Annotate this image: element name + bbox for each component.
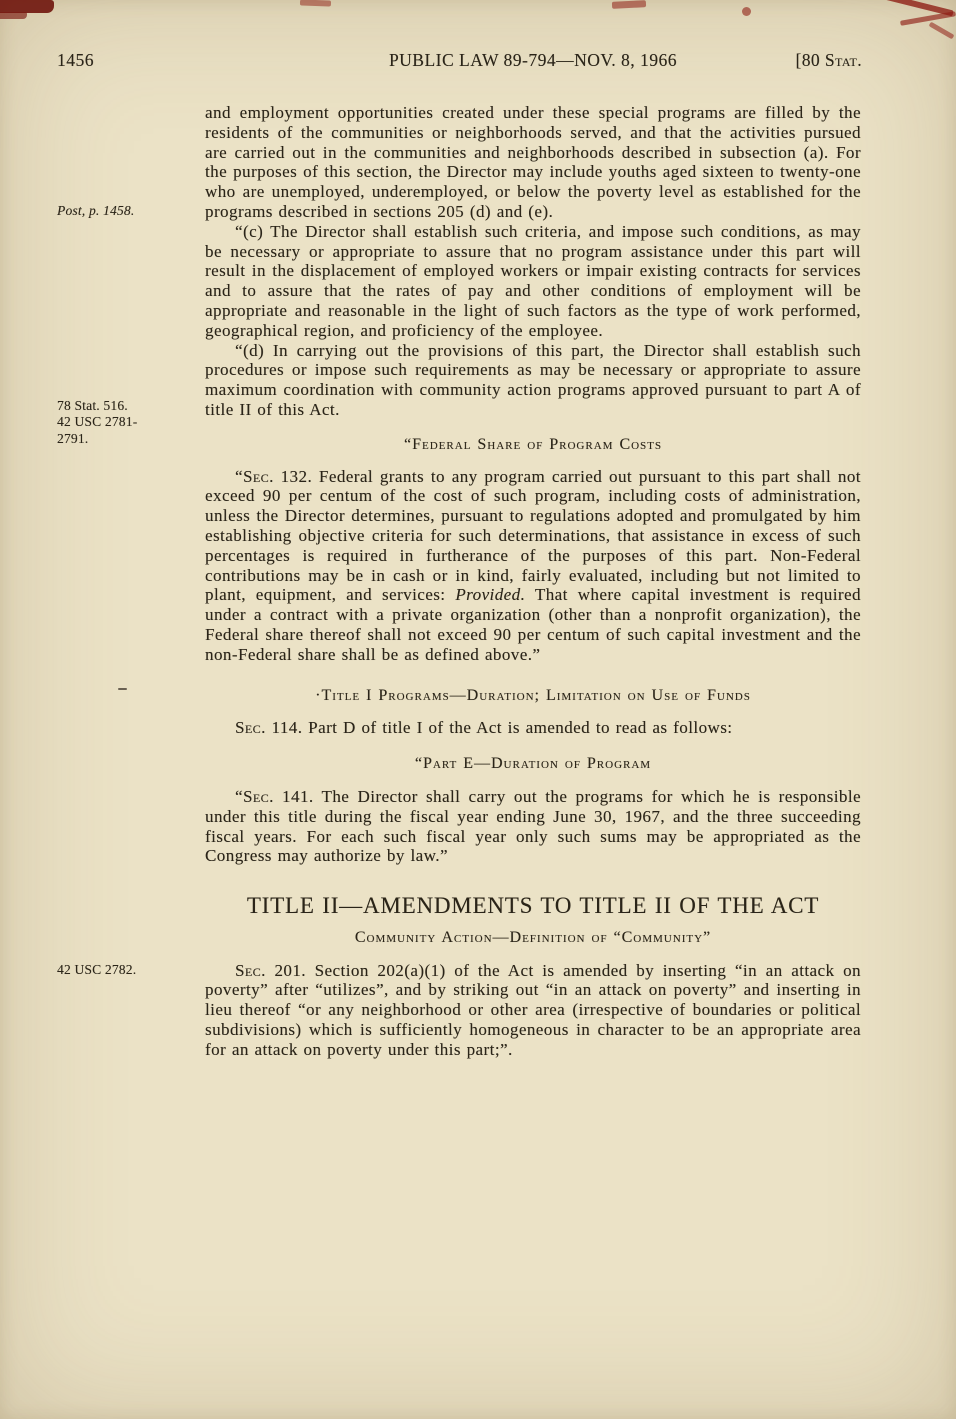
paragraph-text: Part D of title I of the Act is amended to read as follows: [302,718,733,738]
scan-mark-top-left-2 [0,12,27,19]
paragraph-text: Section 202(a)(1) of the Act is amended by inserting “in an attack on poverty” after “utilizes”, and by striking out “in an attack on poverty” and inserting in lieu thereof “or any neighborhood or other area (irrespective of boundaries or political subdivisions) which is sufficiently homogeneous in character to be an appropriate area for an attack on poverty under this part;”. [205,960,861,1059]
margin-note-line: 78 Stat. 516. [57,397,128,413]
scan-mark-top-right-2 [900,11,956,26]
page-header [0,50,956,74]
heading-community-action: Community Action—Definition of “Community” [354,928,712,946]
header-title: PUBLIC LAW 89-794—NOV. 8, 1966 [388,50,678,70]
scan-mark-top-center-left [300,0,331,7]
scan-mark-top-right-3 [929,22,955,40]
scan-mark-margin-dash [118,688,127,690]
paragraph-sec-141 [205,787,861,866]
paragraph-sec-114 [205,718,861,738]
paragraph-sec-132 [205,467,861,665]
title-ii-heading: TITLE II—AMENDMENTS TO TITLE II OF THE ACT [246,893,820,919]
heading-title1-programs: ·Title I Programs—Duration; Limitation on Use of Funds [315,686,751,704]
paragraph-text: and employment opportunities created under these special programs are filled by the residents of the communities or neighborhoods served, and that the activities pursued are carried out in the communities and neighborhoods described in subsection (a). For the purposes of this section, the Director may include youths aged sixteen to twenty-one who are unemployed, underemployed, or below the poverty level as established for the programs described in sections 205 (d) and (e). [205,103,861,221]
section-label: “Sec. 141. [235,786,314,806]
paragraph-text: Federal grants to any program carried out pursuant to this part shall not exceed 90 per centum of the cost of such program, including costs of administration, unless the Director determines, pursuant to regulations adopted and promulgated by him establishing objective criteria for such determinations, that assistance in excess of such percentages is required in furtherance of the purposes of this part. Non-Federal contributions may be in cash or in kind, fairly evaluated, including but not limited to plant, equipment, and services: [205,466,861,605]
margin-note-usc-2782: 42 USC 2782. [57,961,137,977]
paragraph-text: That where capital investment is required under a contract with a private organization (other than a nonprofit organization), the Federal share thereof shall not exceed 90 per centum of such capital investment and the non-Federal share shall be as defined above.” [205,585,861,664]
header-stat-citation: [80 Stat. [795,50,862,70]
margin-note-line: 42 USC 2781- [57,414,138,430]
margin-note-stat-usc [57,398,195,448]
section-label: Sec. 114. [235,718,303,738]
heading-federal-share: “Federal Share of Program Costs [403,435,663,453]
margin-note-post-p1458: Post, p. 1458. [57,203,135,219]
page-body [57,103,861,1060]
section-label: Sec. 201. [235,960,307,980]
paragraph-continuation [57,103,861,222]
heading-part-e: “Part E—Duration of Program [414,755,652,773]
page-number: 1456 [57,50,94,70]
paragraph-text: “(d) In carrying out the provisions of this part, the Director shall establish such procedures or impose such requirements as may be necessary or appropriate to assure maximum coordination with community action programs approved pursuant to part A of title II of this Act. [205,340,861,419]
scan-mark-top-center-right [612,0,646,9]
provided-italic: Provided. [455,585,526,605]
paragraph-c [205,222,861,341]
section-label: “Sec. 132. [235,466,313,486]
margin-note-line: 2791. [57,430,89,446]
paragraph-text: The Director shall carry out the programs for which he is responsible under this title during the fiscal year ending June 30, 1967, and the three succeeding fiscal years. For each such fiscal year only such sums may be appropriated as the Congress may authorize by law.” [205,786,861,866]
paragraph-sec-201 [57,960,861,1060]
scan-mark-red-dot [742,7,751,16]
paragraph-text: “(c) The Director shall establish such criteria, and impose such conditions, as may be necessary or appropriate to assure that no program assistance under this part will result in the displacement of employed workers or impair existing contracts for services and to assure that the rates of pay and other conditions of employment will be appropriate and reasonable in the light of such factors as the type of work performed, geographical region, and proficiency of the employee. [205,221,861,340]
